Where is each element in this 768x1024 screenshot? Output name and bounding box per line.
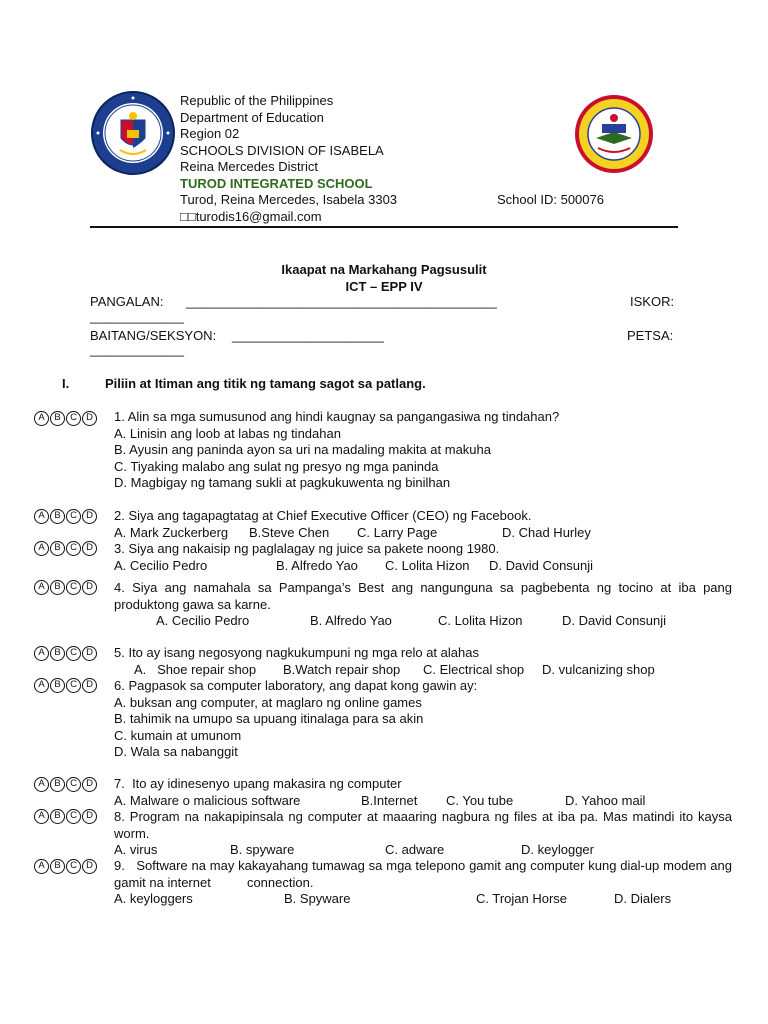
choice: A. buksan ang computer, at maglaro ng online games: [114, 694, 422, 710]
bubble-a[interactable]: A: [34, 580, 49, 595]
choice: D. Magbigay ng tamang sukli at pagkukuwenta ng binilhan: [114, 475, 451, 490]
bubble-d[interactable]: D: [82, 646, 97, 661]
choice: A. virus: [114, 842, 158, 857]
choice: C. adware: [385, 842, 445, 857]
bubble-c[interactable]: C: [66, 509, 81, 524]
bubble-a[interactable]: A: [34, 509, 49, 524]
choice: C. Lolita Hizon: [438, 613, 523, 628]
section-blank[interactable]: _____________________: [232, 328, 384, 343]
choice: D. Chad Hurley: [502, 524, 591, 540]
answer-bubbles-q3[interactable]: [34, 541, 97, 556]
choice: B.Watch repair shop: [283, 661, 401, 677]
question-1: [114, 409, 732, 492]
question-2: [114, 508, 732, 541]
question-stem: 8. Program na nakapipinsala ng computer at maaaring nagbura ng files at iba pa. Mas matindi ito kaysa worm.: [114, 809, 732, 841]
exam-subject: ICT – EPP IV: [345, 279, 423, 294]
question-3: [114, 541, 732, 574]
bubble-c[interactable]: C: [66, 678, 81, 693]
choice: C. You tube: [446, 792, 514, 808]
choice: A. Shoe repair shop: [134, 661, 257, 677]
choice: A. Malware o malicious software: [114, 792, 301, 808]
question-stem: 7. Ito ay idinesenyo upang makasira ng computer: [114, 776, 402, 791]
bubble-c[interactable]: C: [66, 411, 81, 426]
bubble-a[interactable]: A: [34, 541, 49, 556]
question-stem: 4. Siya ang namahala sa Pampanga’s Best ang nangunguna sa pagbebenta ng tocino at iba pang produktong gawa sa karne.: [114, 580, 732, 612]
choice: C. Larry Page: [357, 524, 438, 540]
choice: A. Cecilio Pedro: [156, 613, 250, 628]
answer-bubbles-q5[interactable]: [34, 646, 97, 661]
bubble-a[interactable]: A: [34, 411, 49, 426]
question-9: [114, 858, 736, 908]
choice: D. David Consunji: [562, 613, 667, 628]
choice: A. Mark Zuckerberg: [114, 524, 229, 540]
answer-bubbles-q4[interactable]: [34, 580, 97, 595]
choice: B.Internet: [361, 792, 418, 808]
choice: B. tahimik na umupo sa upuang itinalaga para sa akin: [114, 711, 424, 726]
instruction-number: I.: [62, 376, 70, 391]
bubble-b[interactable]: B: [50, 580, 65, 595]
header-address-block: [180, 93, 397, 225]
name-label: PANGALAN:: [90, 294, 164, 309]
question-stem: 6. Pagpasok sa computer laboratory, ang dapat kong gawin ay:: [114, 678, 478, 693]
question-4: [114, 580, 732, 630]
question-5: [114, 645, 732, 678]
header-line: Republic of the Philippines: [180, 93, 334, 108]
answer-bubbles-q8[interactable]: [34, 809, 97, 824]
header-line: SCHOOLS DIVISION OF ISABELA: [180, 142, 384, 158]
bubble-d[interactable]: D: [82, 541, 97, 556]
bubble-c[interactable]: C: [66, 646, 81, 661]
choice: B. spyware: [230, 842, 295, 857]
choice: A. Cecilio Pedro: [114, 557, 208, 573]
date-label: PETSA:: [627, 328, 674, 343]
answer-bubbles-q2[interactable]: [34, 509, 97, 524]
bubble-c[interactable]: C: [66, 859, 81, 874]
choice: B.Steve Chen: [249, 524, 330, 540]
bubble-b[interactable]: B: [50, 541, 65, 556]
bubble-b[interactable]: B: [50, 809, 65, 824]
question-stem: 2. Siya ang tagapagtatag at Chief Executive Officer (CEO) ng Facebook.: [114, 508, 532, 523]
bubble-d[interactable]: D: [82, 509, 97, 524]
header-divider: [90, 226, 678, 228]
question-stem: 3. Siya ang nakaisip ng paglalagay ng juice sa pakete noong 1980.: [114, 541, 500, 556]
answer-bubbles-q7[interactable]: [34, 777, 97, 792]
bubble-d[interactable]: D: [82, 859, 97, 874]
choice: C. Trojan Horse: [476, 891, 568, 906]
school-address: Turod, Reina Mercedes, Isabela 3303: [180, 192, 398, 207]
choice: B. Alfredo Yao: [276, 557, 358, 573]
choice: C. Tiyaking malabo ang sulat ng presyo ng mga paninda: [114, 458, 439, 474]
question-6: [114, 678, 732, 761]
choice: A. keyloggers: [114, 891, 193, 906]
header-line: Region 02: [180, 126, 240, 141]
bubble-b[interactable]: B: [50, 509, 65, 524]
question-8: [114, 809, 732, 859]
date-blank[interactable]: _____________: [90, 342, 184, 357]
choice: C. Electrical shop: [423, 661, 525, 677]
exam-title: Ikaapat na Markahang Pagsusulit: [281, 262, 487, 277]
score-blank[interactable]: _____________: [90, 309, 184, 324]
bubble-c[interactable]: C: [66, 580, 81, 595]
bubble-b[interactable]: B: [50, 777, 65, 792]
choice: D. David Consunji: [489, 557, 594, 573]
school-seal-logo: [574, 94, 654, 174]
bubble-c[interactable]: C: [66, 541, 81, 556]
answer-bubbles-q1[interactable]: [34, 411, 97, 426]
bubble-b[interactable]: B: [50, 859, 65, 874]
deped-seal-logo: [90, 90, 176, 176]
instruction-text: Piliin at Itiman ang titik ng tamang sagot sa patlang.: [105, 376, 426, 391]
answer-bubbles-q9[interactable]: [34, 859, 97, 874]
bubble-a[interactable]: A: [34, 777, 49, 792]
choice: B. Ayusin ang paninda ayon sa uri na madaling makita at makuha: [114, 442, 491, 457]
choice: D. vulcanizing shop: [542, 661, 655, 677]
question-stem: 1. Alin sa mga sumusunod ang hindi kaugnay sa pangangasiwa ng tindahan?: [114, 409, 560, 424]
choice: B. Spyware: [284, 891, 351, 906]
question-stem: 9. Software na may kakayahang tumawag sa mga telepono gamit ang computer kung dial-up modem ang gamit na internet connection.: [114, 858, 736, 890]
choice: A. Linisin ang loob at labas ng tindahan: [114, 425, 341, 441]
question-stem: 5. Ito ay isang negosyong nagkukumpuni ng mga relo at alahas: [114, 645, 479, 660]
bubble-a[interactable]: A: [34, 809, 49, 824]
bubble-d[interactable]: D: [82, 809, 97, 824]
school-name: TUROD INTEGRATED SCHOOL: [180, 175, 373, 191]
choice: D. Wala sa nabanggit: [114, 744, 238, 759]
bubble-d[interactable]: D: [82, 678, 97, 693]
choice: D. keylogger: [521, 842, 594, 857]
bubble-d[interactable]: D: [82, 777, 97, 792]
bubble-a[interactable]: A: [34, 678, 49, 693]
score-label: ISKOR:: [630, 294, 675, 309]
section-label: BAITANG/SEKSYON:: [90, 328, 217, 343]
bubble-b[interactable]: B: [50, 678, 65, 693]
name-blank[interactable]: ___________________________________________: [186, 294, 497, 309]
school-email: □□turodis16@gmail.com: [180, 208, 322, 224]
choice: B. Alfredo Yao: [310, 613, 392, 628]
bubble-b[interactable]: B: [50, 646, 65, 661]
choice: D. Yahoo mail: [565, 792, 646, 808]
header-line: Department of Education: [180, 109, 324, 125]
bubble-b[interactable]: B: [50, 411, 65, 426]
answer-bubbles-q6[interactable]: [34, 678, 97, 693]
bubble-c[interactable]: C: [66, 777, 81, 792]
bubble-c[interactable]: C: [66, 809, 81, 824]
school-id: School ID: 500076: [497, 192, 604, 207]
header-line: Reina Mercedes District: [180, 159, 318, 174]
choice: C. Lolita Hizon: [385, 557, 470, 573]
question-7: [114, 776, 732, 809]
bubble-d[interactable]: D: [82, 580, 97, 595]
choice: C. kumain at umunom: [114, 727, 242, 743]
bubble-a[interactable]: A: [34, 646, 49, 661]
choice: D. Dialers: [614, 891, 672, 906]
bubble-d[interactable]: D: [82, 411, 97, 426]
bubble-a[interactable]: A: [34, 859, 49, 874]
